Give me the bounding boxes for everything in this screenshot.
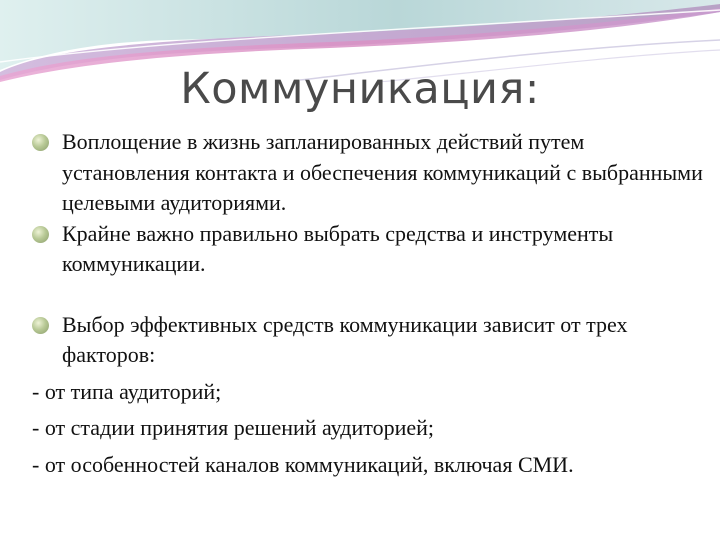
- bullet-text: Воплощение в жизнь запланированных действий путем установления контакта и обеспечения коммуникаций с выбранными целевыми аудиториями.: [62, 129, 703, 215]
- bullet-item: [26, 310, 706, 371]
- bullet-text: Выбор эффективных средств коммуникации зависит от трех факторов:: [62, 311, 628, 367]
- slide-title: Коммуникация:: [180, 64, 540, 114]
- sub-item: - от особенностей каналов коммуникаций, включая СМИ.: [32, 451, 574, 477]
- sub-item: - от типа аудиторий;: [32, 378, 222, 404]
- sub-item: - от стадии принятия решений аудиторией;: [32, 415, 435, 440]
- slide-content: [26, 127, 706, 480]
- bullet-item: [26, 219, 706, 280]
- bullet-dot-icon: [32, 317, 49, 334]
- bullet-item: [26, 127, 706, 219]
- bullet-dot-icon: [32, 134, 49, 151]
- bullet-text: Крайне важно правильно выбрать средства и инструменты коммуникации.: [62, 220, 614, 276]
- spacer: [26, 280, 706, 310]
- bullet-dot-icon: [32, 226, 49, 243]
